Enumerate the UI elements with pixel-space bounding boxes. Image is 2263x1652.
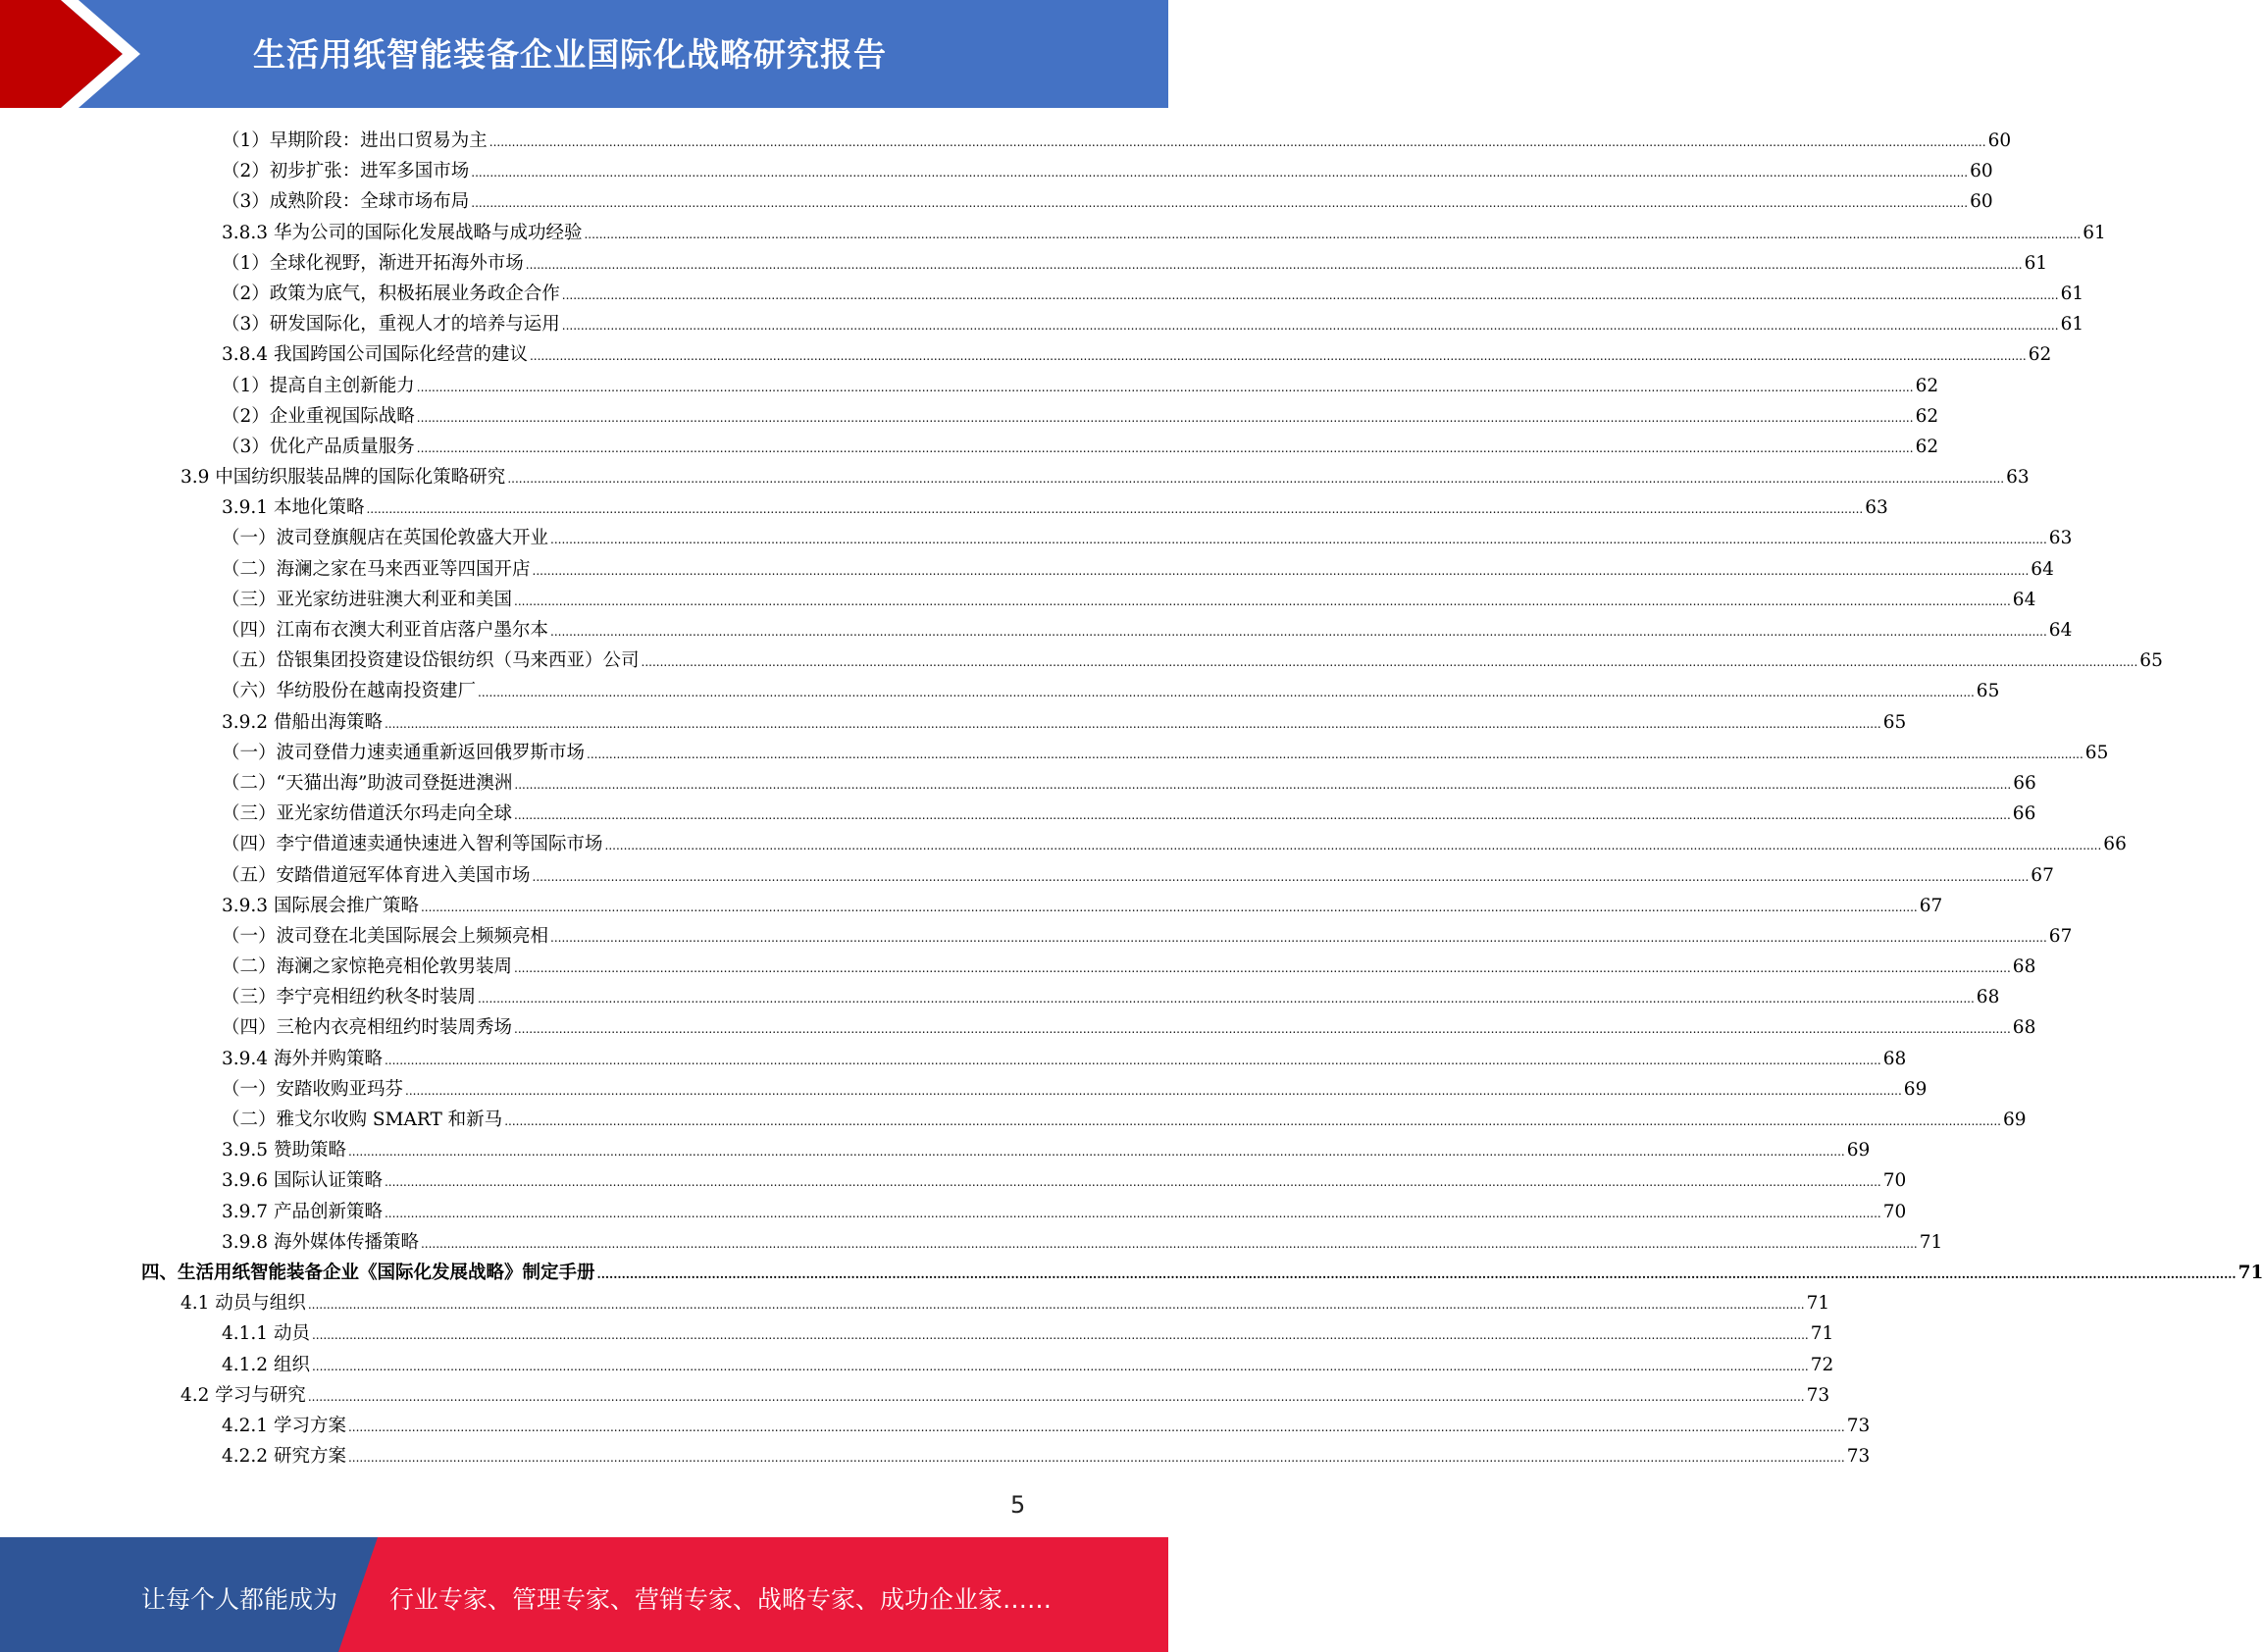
toc-entry[interactable] [0, 982, 2000, 1012]
toc-entry-title: （四）李宁借道速卖通快速进入智利等国际市场 [222, 834, 603, 855]
toc-entry-title: 4.1.2 组织 [222, 1354, 310, 1375]
toc-entry-page: 71 [1919, 1231, 1943, 1253]
toc-entry-title: （3）优化产品质量服务 [222, 436, 415, 457]
toc-entry-page: 61 [2024, 252, 2048, 274]
toc-entry[interactable] [0, 1318, 1834, 1349]
toc-entry-title: 4.2 学习与研究 [180, 1384, 306, 1406]
toc-entry-title: 3.9.6 国际认证策略 [222, 1170, 383, 1192]
toc-leader-dots: ................................................................................................................................................................................................................................................................................................................................................................................................................ [550, 930, 2047, 945]
toc-entry-title: 4.1 动员与组织 [180, 1293, 306, 1315]
toc-entry-page: 68 [1976, 987, 2000, 1008]
toc-leader-dots: ................................................................................................................................................................................................................................................................................................................................................................................................................ [514, 1022, 2011, 1037]
toc-entry[interactable] [0, 585, 2036, 615]
toc-leader-dots: ................................................................................................................................................................................................................................................................................................................................................................................................................ [384, 1175, 1881, 1190]
toc-entry[interactable] [0, 952, 2036, 982]
toc-entry[interactable] [0, 126, 2012, 156]
toc-leader-dots: ................................................................................................................................................................................................................................................................................................................................................................................................................ [550, 625, 2047, 639]
toc-entry-title: 3.8.3 华为公司的国际化发展战略与成功经验 [222, 222, 583, 243]
toc-entry-title: （二）“天猫出海”助波司登挺进澳洲 [222, 772, 513, 794]
toc-entry[interactable] [0, 248, 2048, 279]
toc-leader-dots: ................................................................................................................................................................................................................................................................................................................................................................................................................ [471, 196, 1969, 211]
toc-entry[interactable] [0, 1165, 1907, 1196]
toc-leader-dots: ................................................................................................................................................................................................................................................................................................................................................................................................................ [604, 839, 2102, 853]
toc-entry-page: 64 [2031, 558, 2054, 580]
toc-entry-title: （四）三枪内衣亮相纽约时装周秀场 [222, 1017, 513, 1039]
toc-leader-dots: ................................................................................................................................................................................................................................................................................................................................................................................................................ [641, 655, 2138, 670]
toc-leader-dots: ................................................................................................................................................................................................................................................................................................................................................................................................................ [529, 349, 2027, 364]
toc-leader-dots: ................................................................................................................................................................................................................................................................................................................................................................................................................ [384, 1053, 1881, 1067]
toc-entry[interactable] [0, 921, 2073, 952]
toc-entry-page: 61 [2060, 283, 2084, 304]
toc-entry[interactable] [0, 1074, 1928, 1105]
toc-entry[interactable] [0, 1350, 1834, 1380]
toc-entry-title: （一）波司登旗舰店在英国伦敦盛大开业 [222, 528, 549, 549]
toc-entry[interactable] [0, 218, 2106, 248]
toc-leader-dots: ................................................................................................................................................................................................................................................................................................................................................................................................................ [311, 1359, 1809, 1373]
toc-entry[interactable] [0, 645, 2163, 676]
toc-entry-title: （1）全球化视野，渐进开拓海外市场 [222, 252, 524, 274]
toc-entry-page: 68 [2012, 1017, 2036, 1039]
toc-entry-title: （1）早期阶段：进出口贸易为主 [222, 130, 488, 151]
toc-entry-title: （2）初步扩张：进军多国市场 [222, 161, 470, 182]
toc-entry-title: （三）亚光家纺进驻澳大利亚和美国 [222, 589, 513, 610]
toc-entry-page: 71 [2237, 1262, 2263, 1283]
toc-entry[interactable] [0, 1380, 1830, 1411]
toc-entry-title: （三）亚光家纺借道沃尔玛走向全球 [222, 803, 513, 825]
toc-entry-title: （二）海澜之家惊艳亮相伦敦男装周 [222, 956, 513, 978]
toc-leader-dots: ................................................................................................................................................................................................................................................................................................................................................................................................................ [561, 287, 2059, 302]
toc-leader-dots: ................................................................................................................................................................................................................................................................................................................................................................................................................ [384, 1206, 1881, 1220]
toc-entry-page: 63 [2048, 528, 2073, 549]
toc-leader-dots: ................................................................................................................................................................................................................................................................................................................................................................................................................ [311, 1328, 1809, 1343]
toc-entry[interactable] [0, 676, 2000, 706]
toc-leader-dots: ................................................................................................................................................................................................................................................................................................................................................................................................................ [478, 686, 1975, 700]
toc-leader-dots: ................................................................................................................................................................................................................................................................................................................................................................................................................ [525, 257, 2023, 272]
toc-entry[interactable] [0, 1105, 2027, 1135]
toc-entry-page: 65 [2139, 650, 2163, 672]
toc-entry-title: 4.1.1 动员 [222, 1323, 310, 1345]
toc-entry-page: 64 [2012, 589, 2036, 610]
toc-entry-page: 68 [1882, 1048, 1907, 1069]
toc-entry-page: 61 [2060, 314, 2084, 336]
toc-leader-dots: ................................................................................................................................................................................................................................................................................................................................................................................................................ [514, 777, 2012, 792]
toc-entry[interactable] [0, 309, 2084, 339]
toc-entry-page: 72 [1810, 1354, 1834, 1375]
toc-entry[interactable] [0, 860, 2054, 891]
toc-leader-dots: ................................................................................................................................................................................................................................................................................................................................................................................................................ [550, 533, 2047, 547]
toc-leader-dots: ................................................................................................................................................................................................................................................................................................................................................................................................................ [384, 716, 1881, 731]
toc-entry[interactable] [0, 186, 1993, 217]
toc-leader-dots: ................................................................................................................................................................................................................................................................................................................................................................................................................ [596, 1266, 2237, 1281]
toc-entry-page: 73 [1846, 1446, 1871, 1468]
toc-leader-dots: ................................................................................................................................................................................................................................................................................................................................................................................................................ [416, 380, 1914, 394]
toc-entry-page: 63 [1865, 497, 1888, 519]
report-title: 生活用纸智能装备企业国际化战略研究报告 [253, 35, 887, 74]
toc-entry-title: （四）江南布衣澳大利亚首店落户墨尔本 [222, 620, 549, 641]
toc-entry-title: （3）成熟阶段：全球市场布局 [222, 191, 470, 213]
toc-entry[interactable] [0, 523, 2073, 553]
toc-entry[interactable] [0, 1044, 1907, 1074]
toc-entry-title: （2）企业重视国际战略 [222, 405, 415, 427]
toc-entry-page: 63 [2006, 467, 2030, 489]
toc-leader-dots: ................................................................................................................................................................................................................................................................................................................................................................................................................ [514, 808, 2011, 823]
toc-entry[interactable] [0, 554, 2054, 585]
toc-entry-title: （1）提高自主创新能力 [222, 375, 415, 396]
toc-entry[interactable] [0, 1441, 1871, 1471]
toc-entry-page: 60 [1970, 161, 1993, 182]
toc-leader-dots: ................................................................................................................................................................................................................................................................................................................................................................................................................ [366, 502, 1864, 517]
page-number: 5 [1010, 1491, 1026, 1519]
toc-entry[interactable] [0, 891, 1943, 921]
toc-leader-dots: ................................................................................................................................................................................................................................................................................................................................................................................................................ [514, 961, 2011, 976]
toc-entry-page: 65 [1882, 711, 1907, 733]
toc-entry[interactable] [0, 1258, 2263, 1288]
toc-leader-dots: ................................................................................................................................................................................................................................................................................................................................................................................................................ [532, 869, 2030, 884]
toc-leader-dots: ................................................................................................................................................................................................................................................................................................................................................................................................................ [420, 900, 1918, 914]
toc-entry[interactable] [0, 401, 1939, 432]
toc-entry-title: 3.9.5 赞助策略 [222, 1140, 346, 1162]
toc-entry-title: （二）雅戈尔收购 SMART 和新马 [222, 1110, 503, 1130]
toc-entry-page: 65 [1976, 681, 2000, 702]
footer-slogan: 让每个人都能成为 [141, 1585, 338, 1614]
toc-entry-title: 4.2.1 学习方案 [222, 1415, 346, 1436]
toc-entry[interactable] [0, 492, 1888, 523]
toc-leader-dots: ................................................................................................................................................................................................................................................................................................................................................................................................................ [347, 1451, 1845, 1466]
toc-leader-dots: ................................................................................................................................................................................................................................................................................................................................................................................................................ [489, 135, 1986, 149]
toc-leader-dots: ................................................................................................................................................................................................................................................................................................................................................................................................................ [507, 472, 2005, 487]
toc-entry-page: 67 [1919, 895, 1943, 916]
header-banner [0, 0, 1168, 108]
toc-entry[interactable] [0, 1288, 1830, 1318]
toc-leader-dots: ................................................................................................................................................................................................................................................................................................................................................................................................................ [471, 166, 1969, 181]
header-arrow-decoration [0, 0, 147, 108]
toc-leader-dots: ................................................................................................................................................................................................................................................................................................................................................................................................................ [561, 319, 2059, 334]
toc-entry[interactable] [0, 1135, 1871, 1165]
toc-leader-dots: ................................................................................................................................................................................................................................................................................................................................................................................................................ [416, 410, 1914, 425]
toc-leader-dots: ................................................................................................................................................................................................................................................................................................................................................................................................................ [307, 1389, 1805, 1404]
toc-entry-page: 68 [2012, 956, 2036, 978]
toc-entry-page: 71 [1806, 1293, 1830, 1315]
toc-leader-dots: ................................................................................................................................................................................................................................................................................................................................................................................................................ [478, 992, 1975, 1007]
toc-entry[interactable] [0, 707, 1907, 738]
toc-entry-title: 四、生活用纸智能装备企业《国际化发展战略》制定手册 [141, 1262, 595, 1283]
toc-entry-page: 62 [2028, 344, 2052, 366]
toc-entry[interactable] [0, 829, 2127, 859]
toc-leader-dots: ................................................................................................................................................................................................................................................................................................................................................................................................................ [532, 563, 2030, 578]
toc-entry[interactable] [0, 339, 2052, 370]
toc-entry-title: 3.9.7 产品创新策略 [222, 1201, 383, 1222]
toc-entry[interactable] [0, 799, 2036, 829]
toc-entry-title: （一）波司登在北美国际展会上频频亮相 [222, 925, 549, 947]
toc-leader-dots: ................................................................................................................................................................................................................................................................................................................................................................................................................ [584, 227, 2082, 241]
toc-entry-title: 3.9.3 国际展会推广策略 [222, 895, 419, 916]
toc-entry[interactable] [0, 156, 1993, 186]
toc-entry-title: （五）安踏借道冠军体育进入美国市场 [222, 864, 531, 886]
toc-entry-title: 3.9.4 海外并购策略 [222, 1048, 383, 1069]
footer-banner [0, 1537, 1168, 1652]
toc-entry[interactable] [0, 768, 2036, 799]
toc-leader-dots: ................................................................................................................................................................................................................................................................................................................................................................................................................ [587, 747, 2083, 761]
toc-entry-page: 64 [2048, 620, 2073, 641]
toc-entry-page: 71 [1810, 1323, 1834, 1345]
toc-entry[interactable] [0, 738, 2109, 768]
toc-entry-title: 3.8.4 我国跨国公司国际化经营的建议 [222, 344, 528, 366]
toc-entry-page: 66 [2013, 772, 2036, 794]
table-of-contents [0, 126, 2263, 1471]
toc-leader-dots: ................................................................................................................................................................................................................................................................................................................................................................................................................ [514, 594, 2011, 608]
toc-entry[interactable] [0, 1012, 2036, 1043]
toc-entry-page: 62 [1915, 405, 1939, 427]
toc-entry-title: （六）华纺股份在越南投资建厂 [222, 681, 477, 702]
toc-entry-page: 73 [1806, 1384, 1830, 1406]
toc-entry-page: 67 [2031, 864, 2054, 886]
toc-entry-title: （2）政策为底气，积极拓展业务政企合作 [222, 283, 560, 304]
toc-entry[interactable] [0, 1197, 1907, 1227]
toc-entry[interactable] [0, 462, 2030, 492]
footer-expert-list: 行业专家、管理专家、营销专家、战略专家、成功企业家…… [389, 1585, 1053, 1614]
toc-entry-title: （三）李宁亮相纽约秋冬时装周 [222, 987, 477, 1008]
toc-entry-title: 3.9.1 本地化策略 [222, 497, 365, 519]
toc-entry-page: 73 [1846, 1415, 1871, 1436]
toc-entry-page: 69 [1846, 1140, 1871, 1162]
toc-leader-dots: ................................................................................................................................................................................................................................................................................................................................................................................................................ [347, 1145, 1845, 1160]
toc-leader-dots: ................................................................................................................................................................................................................................................................................................................................................................................................................ [416, 440, 1914, 455]
toc-leader-dots: ................................................................................................................................................................................................................................................................................................................................................................................................................ [307, 1298, 1805, 1313]
toc-entry-title: 3.9.2 借船出海策略 [222, 711, 383, 733]
toc-leader-dots: ................................................................................................................................................................................................................................................................................................................................................................................................................ [504, 1114, 2001, 1128]
toc-entry-page: 66 [2012, 803, 2036, 825]
toc-entry-title: （一）安踏收购亚玛芬 [222, 1078, 404, 1100]
toc-leader-dots: ................................................................................................................................................................................................................................................................................................................................................................................................................ [420, 1236, 1918, 1251]
toc-entry-title: （3）研发国际化，重视人才的培养与运用 [222, 314, 560, 336]
toc-entry-page: 60 [1987, 130, 2012, 151]
toc-entry[interactable] [0, 615, 2073, 645]
toc-entry-page: 66 [2103, 834, 2127, 855]
toc-entry-page: 65 [2084, 742, 2109, 763]
toc-entry[interactable] [0, 432, 1939, 462]
toc-entry[interactable] [0, 371, 1939, 401]
toc-entry-page: 60 [1970, 191, 1993, 213]
toc-entry-title: （五）岱银集团投资建设岱银纺织（马来西亚）公司 [222, 650, 640, 672]
toc-entry[interactable] [0, 1227, 1943, 1258]
toc-entry-page: 61 [2083, 222, 2106, 243]
toc-leader-dots: ................................................................................................................................................................................................................................................................................................................................................................................................................ [405, 1083, 1902, 1098]
toc-entry-page: 70 [1882, 1170, 1907, 1192]
toc-entry[interactable] [0, 1411, 1871, 1441]
toc-entry[interactable] [0, 279, 2084, 309]
toc-entry-page: 70 [1882, 1201, 1907, 1222]
toc-entry-page: 62 [1915, 375, 1939, 396]
toc-entry-page: 69 [1903, 1078, 1928, 1100]
toc-entry-title: （二）海澜之家在马来西亚等四国开店 [222, 558, 531, 580]
toc-entry-title: 3.9.8 海外媒体传播策略 [222, 1231, 419, 1253]
toc-entry-page: 67 [2048, 925, 2073, 947]
toc-entry-page: 69 [2002, 1110, 2027, 1130]
toc-leader-dots: ................................................................................................................................................................................................................................................................................................................................................................................................................ [347, 1420, 1845, 1434]
toc-entry-title: 4.2.2 研究方案 [222, 1446, 346, 1468]
toc-entry-title: （一）波司登借力速卖通重新返回俄罗斯市场 [222, 742, 586, 763]
toc-entry-title: 3.9 中国纺织服装品牌的国际化策略研究 [180, 467, 506, 489]
toc-entry-page: 62 [1915, 436, 1939, 457]
